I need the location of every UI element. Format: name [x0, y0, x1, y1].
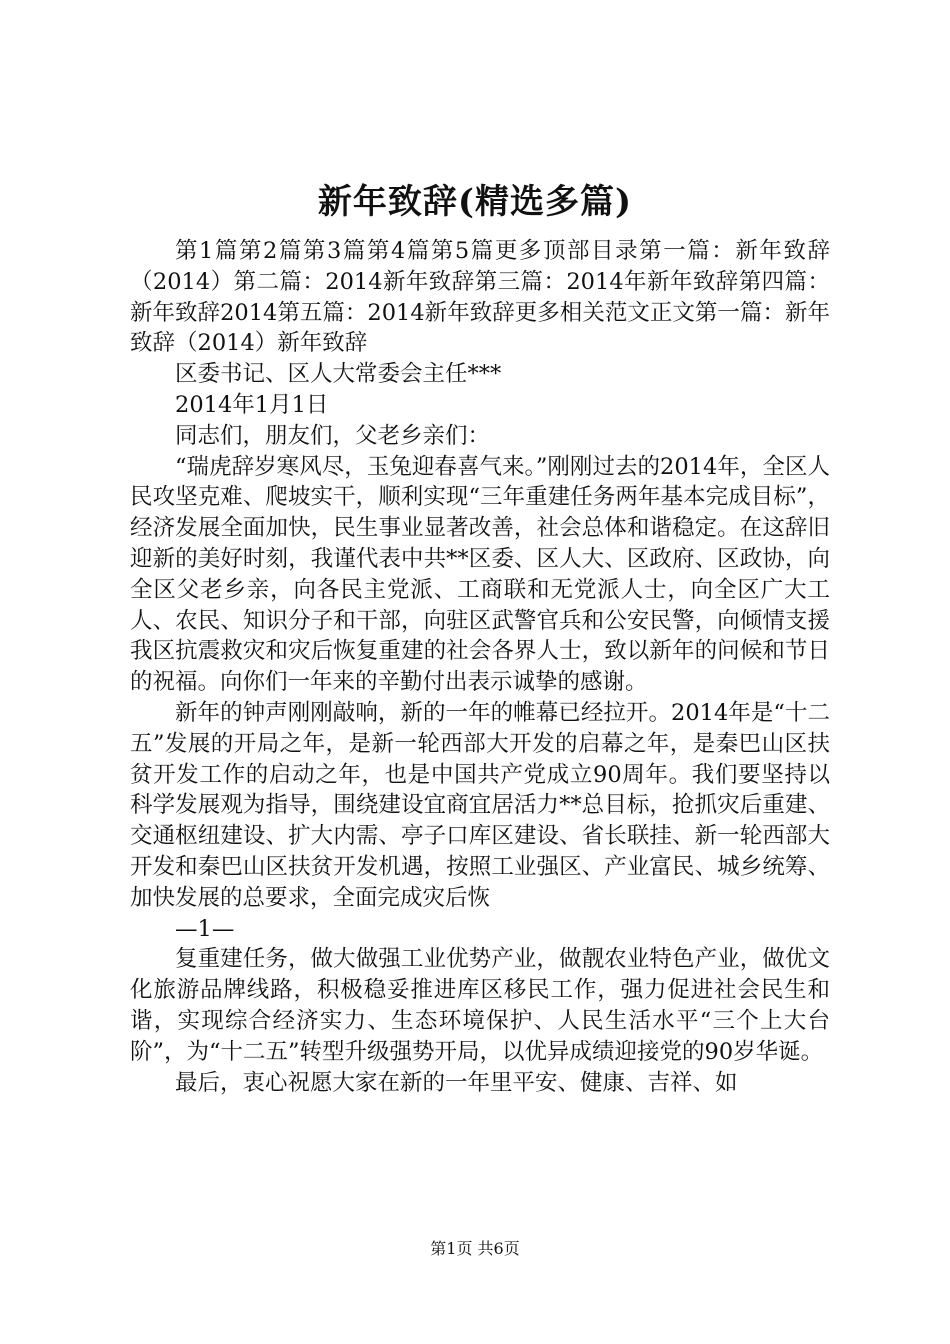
document-title: 新年致辞(精选多篇) [317, 182, 633, 222]
body-paragraph: 复重建任务，做大做强工业优势产业，做靓农业特色产业，做优文化旅游品牌线路，积极稳妥推进库区移民工作，强力促进社会民生和谐，实现综合经济实力、生态环境保护、人民生活水平“三个上大台阶”，为“十二五”转型升级强势开局，以优异成绩迎接党的90岁华诞。 [130, 946, 830, 1065]
salutation: 同志们，朋友们，父老乡亲们： [175, 422, 491, 449]
body-paragraph: 最后，衷心祝愿大家在新的一年里平安、健康、吉祥、如 [175, 1069, 738, 1096]
body-paragraph: 新年的钟声刚刚敲响，新的一年的帷幕已经拉开。2014年是“十二五”发展的开局之年，是新一轮西部大开发的启幕之年，是秦巴山区扶贫开发工作的启动之年，也是中国共产党成立90周年。我们要坚持以科学发展观为指导，围绕建设宜商宜居活力**总目标，抢抓灾后重建、交通枢纽建设、扩大内需、亭子口库区建设、省长联挂、新一轮西部大开发和秦巴山区扶贫开发机遇，按照工业强区、产业富民、城乡统筹、加快发展的总要求，全面完成灾后恢 [130, 699, 830, 911]
toc-paragraph: 第1篇第2篇第3篇第4篇第5篇更多顶部目录第一篇：新年致辞（2014）第二篇：2014新年致辞第三篇：2014年新年致辞第四篇：新年致辞2014第五篇：2014新年致辞更多相关范文正文第一篇：新年致辞（2014）新年致辞 [130, 238, 830, 357]
date-line: 2014年1月1日 [175, 391, 329, 418]
author-line: 区委书记、区人大常委会主任*** [175, 361, 502, 388]
inline-page-marker: —1— [175, 915, 235, 942]
document-body [130, 236, 830, 1098]
page-footer: 第1页 共6页 [430, 1239, 520, 1258]
body-paragraph: “瑞虎辞岁寒风尽，玉兔迎春喜气来。”刚刚过去的2014年，全区人民攻坚克难、爬坡实干，顺利实现“三年重建任务两年基本完成目标”，经济发展全面加快，民生事业显著改善，社会总体和谐稳定。在这辞旧迎新的美好时刻，我谨代表中共**区委、区人大、区政府、区政协，向全区父老乡亲，向各民主党派、工商联和无党派人士，向全区广大工人、农民、知识分子和干部，向驻区武警官兵和公安民警，向倾情支援我区抗震救灾和灾后恢复重建的社会各界人士，致以新年的问候和节日的祝福。向你们一年来的辛勤付出表示诚挚的感谢。 [130, 453, 830, 696]
